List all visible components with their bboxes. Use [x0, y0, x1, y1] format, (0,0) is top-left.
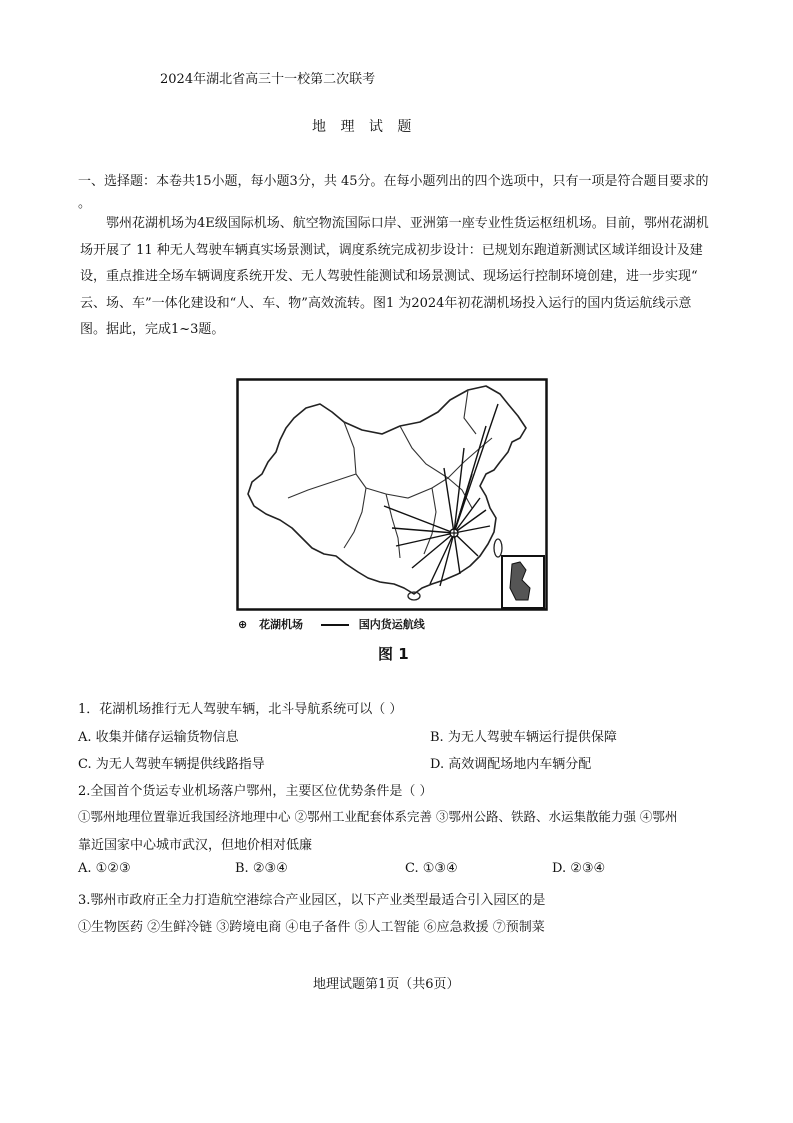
question-2-option-a: A. ①②③ — [78, 861, 131, 876]
route-line-icon — [321, 624, 349, 626]
question-1-option-b: B. 为无人驾驶车辆运行提供保障 — [430, 730, 617, 745]
question-1-stem: 1．花湖机场推行无人驾驶车辆，北斗导航系统可以（ ） — [78, 702, 403, 717]
map-frame — [238, 380, 547, 610]
map-legend — [238, 616, 425, 632]
question-1-option-d: D. 高效调配场地内车辆分配 — [430, 757, 592, 772]
question-2-option-c: C. ①③④ — [405, 861, 458, 876]
figure-caption: 图 1 — [378, 645, 409, 663]
section-instructions-end: 。 — [78, 196, 92, 211]
question-2-stem: 2.全国首个货运专业机场落户鄂州，主要区位优势条件是（ ） — [78, 784, 433, 799]
question-2-statements: ①鄂州地理位置靠近我国经济地理中心 ②鄂州工业配套体系完善 ③鄂州公路、铁路、水运集散能力强 ④鄂州 — [78, 809, 678, 824]
question-1-option-c: C. 为无人驾驶车辆提供线路指导 — [78, 757, 265, 772]
paragraph-line: 鄂州花湖机场为4E级国际机场、航空物流国际口岸、亚洲第一座专业性货运枢纽机场。目前，鄂州花湖机 — [106, 216, 709, 231]
question-2-option-b: B. ②③④ — [235, 861, 288, 876]
paragraph-line: 图。据此，完成1~3题。 — [80, 322, 225, 337]
china-map-svg — [236, 378, 548, 611]
question-2-statements-cont: 靠近国家中心城市武汉，但地价相对低廉 — [78, 838, 313, 853]
page-footer: 地理试题第1页（共6页） — [313, 977, 460, 992]
context-paragraph — [80, 211, 730, 344]
exam-header: 2024年湖北省高三十一校第二次联考 — [160, 72, 376, 87]
question-1-option-a: A. 收集并储存运输货物信息 — [78, 730, 239, 745]
section-instructions: 一、选择题：本卷共15小题，每小题3分，共 45分。在每小题列出的四个选项中，只有一项是符合题目要求的 — [78, 174, 709, 189]
question-3-items: ①生物医药 ②生鲜冷链 ③跨境电商 ④电子备件 ⑤人工智能 ⑥应急救援 ⑦预制菜 — [78, 920, 545, 935]
legend-route-label: 国内货运航线 — [358, 618, 425, 631]
question-3-stem: 3.鄂州市政府正全力打造航空港综合产业园区，以下产业类型最适合引入园区的是 — [78, 893, 546, 908]
question-2-option-d: D. ②③④ — [552, 861, 606, 876]
legend-airport-label: 花湖机场 — [259, 618, 304, 631]
paragraph-line: 云、场、车”一体化建设和“人、车、物”高效流转。图1 为2024年初花湖机场投入运行的国内货运航线示意 — [80, 295, 692, 311]
paragraph-line: 设，重点推进全场车辆调度系统开发、无人驾驶性能测试和场景测试、现场运行控制环境创建，进一步实现“ — [80, 269, 698, 284]
page-title: 地 理 试 题 — [312, 119, 417, 135]
route-map-figure — [236, 378, 548, 611]
airport-symbol-icon: ⊕ — [238, 618, 248, 631]
paragraph-line: 场开展了 11 种无人驾驶车辆真实场景测试，调度系统完成初步设计：已规划东跑道新测试区域详细设计及建 — [80, 242, 703, 258]
